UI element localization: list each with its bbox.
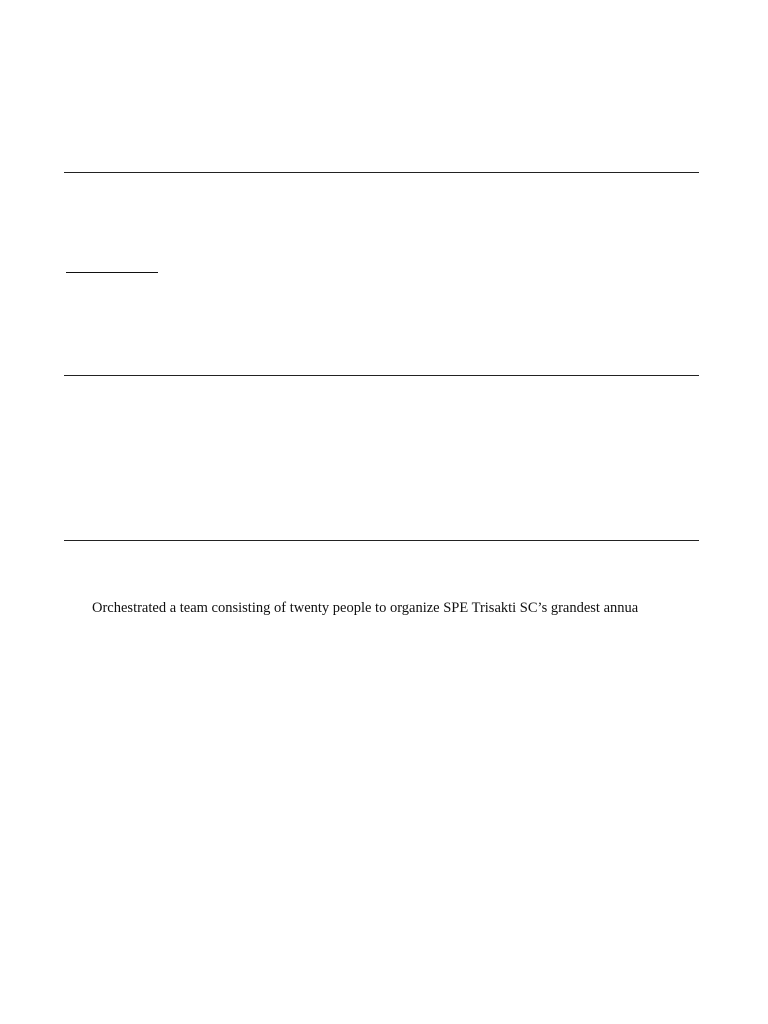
section-divider-2 xyxy=(64,375,699,376)
heading-underline xyxy=(66,272,158,273)
experience-description: Orchestrated a team consisting of twenty people to organize SPE Trisakti SC’s grandest annua xyxy=(92,600,639,616)
section-divider-1 xyxy=(64,172,699,173)
section-divider-3 xyxy=(64,540,699,541)
